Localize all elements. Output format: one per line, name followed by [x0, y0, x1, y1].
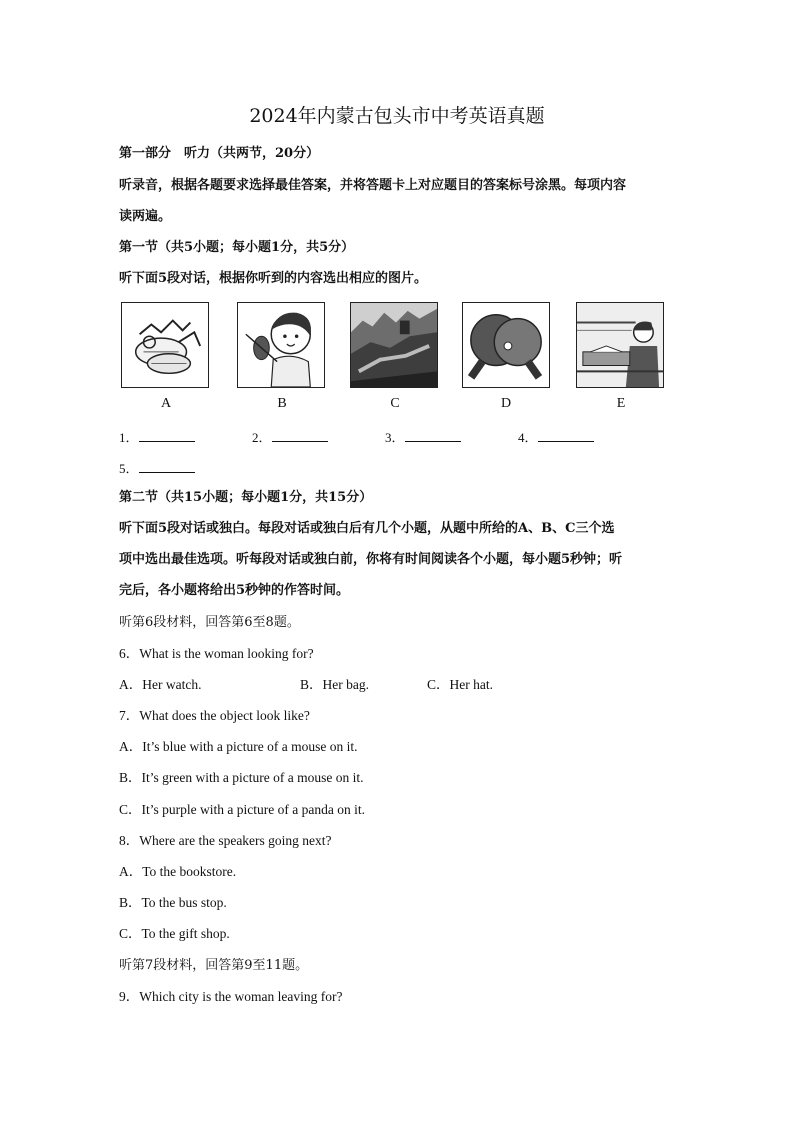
blank-1-number: 1．	[119, 430, 139, 445]
section1-heading: 第一节（共5小题；每小题1分，共5分）	[119, 240, 355, 255]
answer-line-2[interactable]	[272, 430, 328, 442]
material-7-note: 听第7段材料，回答第9至11题。	[119, 958, 309, 973]
question-8-stem: 8．Where are the speakers going next?	[119, 833, 332, 848]
blank-2	[252, 427, 328, 446]
question-6-option-c[interactable]: C．Her hat.	[427, 677, 493, 692]
blank-3	[385, 427, 461, 446]
blank-5-number: 5．	[119, 461, 139, 476]
question-6-stem: 6．What is the woman looking for?	[119, 646, 314, 661]
violin-girl-icon	[238, 303, 324, 387]
question-8-option-c[interactable]: C．To the gift shop.	[119, 926, 230, 941]
answer-line-1[interactable]	[139, 430, 195, 442]
question-9-stem: 9．Which city is the woman leaving for?	[119, 989, 343, 1004]
question-8-option-b[interactable]: B．To the bus stop.	[119, 895, 227, 910]
section2-instruction-line1: 听下面5段对话或独白。每段对话或独白后有几个小题，从题中所给的A、B、C三个选	[119, 521, 615, 536]
blank-2-number: 2．	[252, 430, 272, 445]
question-7-option-b[interactable]: B．It’s green with a picture of a mouse on it.	[119, 770, 364, 785]
answer-line-4[interactable]	[538, 430, 594, 442]
blank-5	[119, 458, 195, 477]
page-title: 2024年内蒙古包头市中考英语真题	[249, 105, 545, 127]
material-6-note: 听第6段材料，回答第6至8题。	[119, 615, 300, 630]
blank-3-number: 3．	[385, 430, 405, 445]
ping-pong-icon	[463, 303, 549, 387]
picture-d	[462, 302, 550, 388]
question-7-stem: 7．What does the object look like?	[119, 708, 310, 723]
picture-d-label: D	[500, 396, 512, 411]
picture-c-label: C	[390, 396, 400, 411]
section2-instruction-line2: 项中选出最佳选项。听每段对话或独白前，你将有时间阅读各个小题，每小题5秒钟；听	[119, 552, 623, 567]
answer-line-5[interactable]	[139, 461, 195, 473]
question-8-option-a[interactable]: A．To the bookstore.	[119, 864, 237, 879]
blank-4-number: 4．	[518, 430, 538, 445]
picture-a	[121, 302, 209, 388]
question-7-option-c[interactable]: C．It’s purple with a picture of a panda on it.	[119, 802, 365, 817]
vegetables-icon	[122, 303, 208, 387]
picture-b-label: B	[277, 396, 287, 411]
part1-heading: 第一部分 听力（共两节，20分）	[119, 146, 320, 161]
blank-1	[119, 427, 195, 446]
section1-instruction: 听下面5段对话，根据你听到的内容选出相应的图片。	[119, 271, 428, 286]
part1-instruction-line2: 读两遍。	[119, 209, 172, 224]
blank-4	[518, 427, 594, 446]
boy-reading-icon	[577, 303, 663, 387]
great-wall-icon	[351, 303, 437, 387]
question-7-option-a[interactable]: A．It’s blue with a picture of a mouse on it.	[119, 739, 358, 754]
section2-instruction-line3: 完后，各小题将给出5秒钟的作答时间。	[119, 583, 350, 598]
picture-e	[576, 302, 664, 388]
question-6-option-a[interactable]: A．Her watch.	[119, 677, 202, 692]
question-6-option-b[interactable]: B．Her bag.	[300, 677, 369, 692]
picture-a-label: A	[160, 396, 172, 411]
section2-heading: 第二节（共15小题；每小题1分，共15分）	[119, 490, 373, 505]
picture-e-label: E	[616, 396, 626, 411]
part1-instruction-line1: 听录音，根据各题要求选择最佳答案，并将答题卡上对应题目的答案标号涂黑。每项内容	[119, 178, 627, 193]
answer-line-3[interactable]	[405, 430, 461, 442]
picture-b	[237, 302, 325, 388]
picture-c	[350, 302, 438, 388]
